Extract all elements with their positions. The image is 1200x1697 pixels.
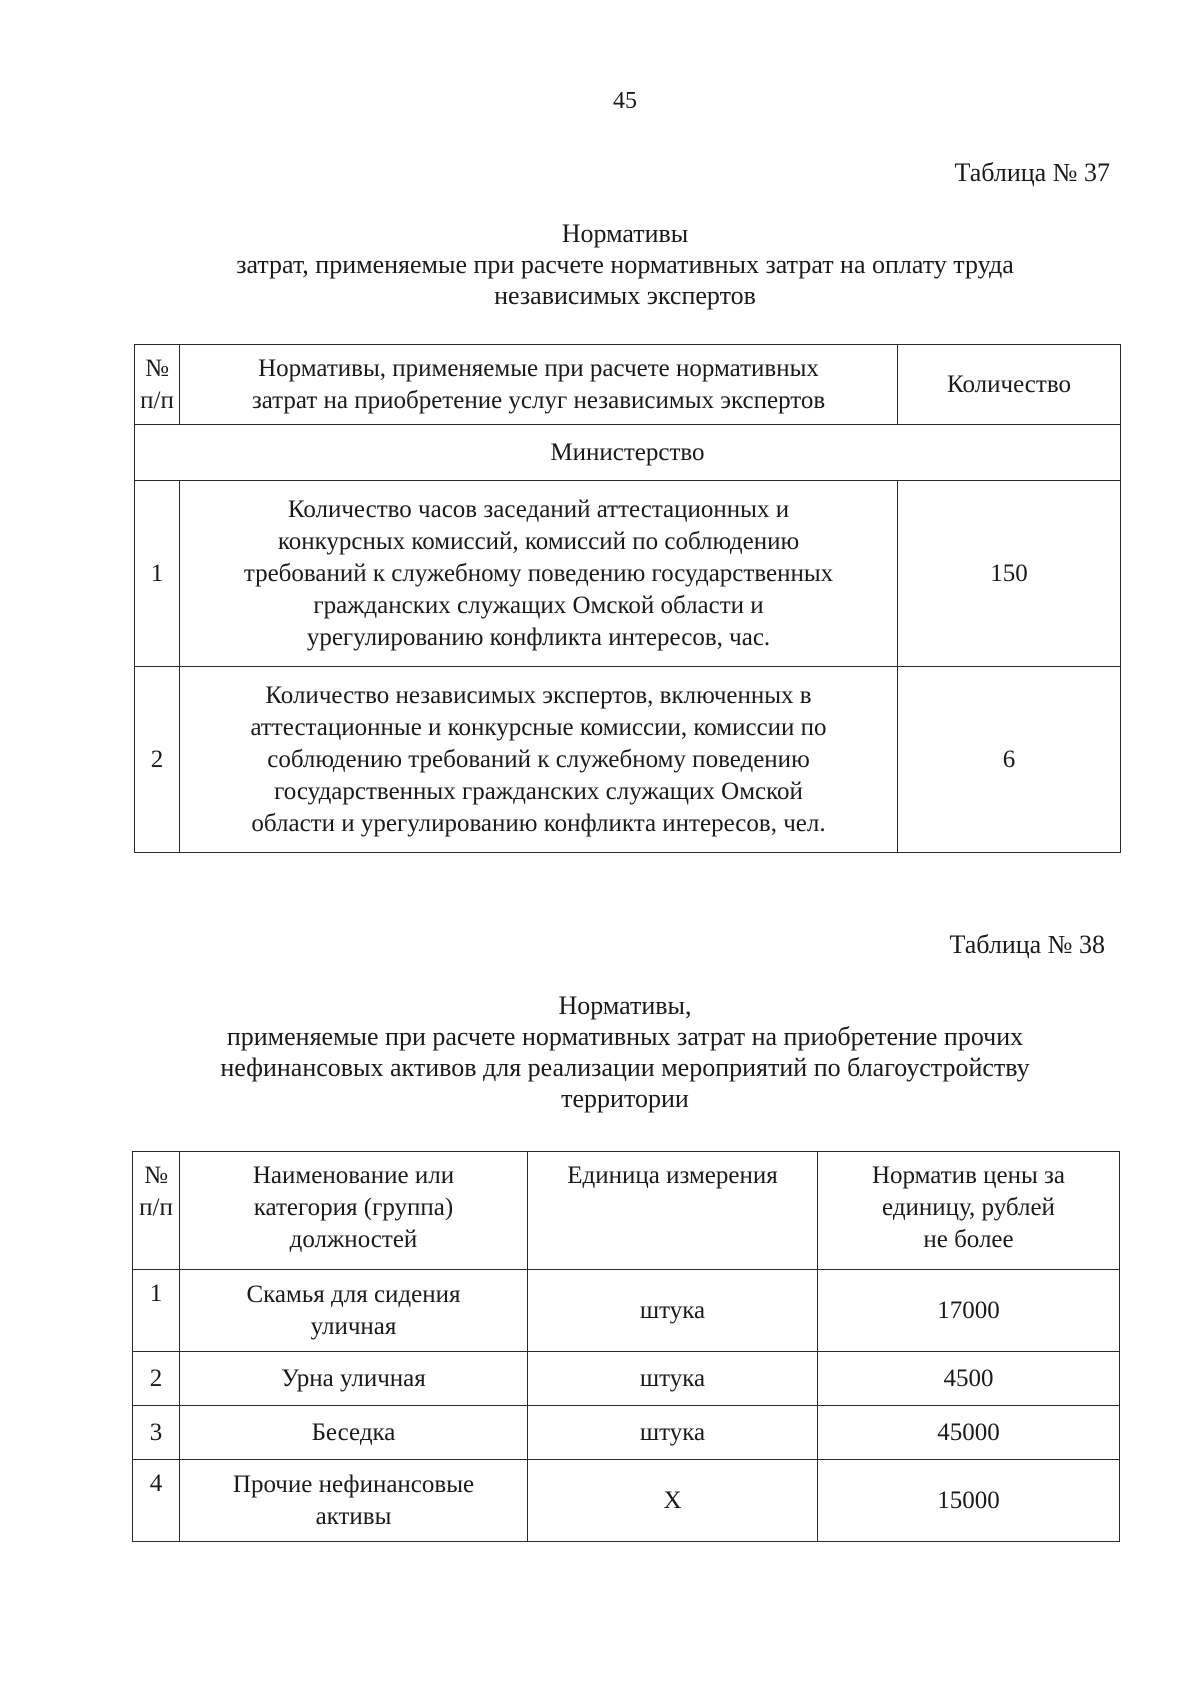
table-37 <box>134 344 1121 853</box>
row-price: 17000 <box>818 1270 1120 1352</box>
table-37-label: Таблица № 37 <box>954 158 1110 187</box>
row-quantity: 150 <box>898 481 1121 667</box>
table-38-label: Таблица № 38 <box>949 930 1105 959</box>
header-num: № п/п <box>133 1152 180 1270</box>
row-num: 2 <box>133 1352 180 1406</box>
table-38-subtitle-line1: применяемые при расчете нормативных затрат на приобретение прочих <box>226 1022 1024 1051</box>
header-norm-name: Нормативы, применяемые при расчете нормативных затрат на приобретение услуг независимых экспертов <box>180 345 898 425</box>
table-37-heading <box>0 218 1200 311</box>
table-row <box>133 1460 1120 1542</box>
table-38-subtitle-line3: территории <box>561 1084 689 1113</box>
header-quantity: Количество <box>898 345 1121 425</box>
row-unit: штука <box>528 1406 818 1460</box>
row-unit: штука <box>528 1270 818 1352</box>
row-item-name: Скамья для сидения уличная <box>180 1270 528 1352</box>
table-37-subtitle-line1: затрат, применяемые при расчете нормативных затрат на оплату труда <box>236 250 1014 279</box>
row-num: 2 <box>135 667 180 853</box>
row-norm-name: Количество часов заседаний аттестационных и конкурсных комиссий, комиссий по соблюдению требований к служебному поведению государственных гражданских служащих Омской области и урегулированию конфликта интересов, час. <box>180 481 898 667</box>
header-price: Норматив цены за единицу, рублей не более <box>818 1152 1120 1270</box>
table-37-title: Нормативы <box>561 219 689 248</box>
row-num: 1 <box>133 1270 180 1352</box>
table-38-title: Нормативы, <box>558 991 692 1020</box>
table-row <box>133 1406 1120 1460</box>
row-price: 15000 <box>818 1460 1120 1542</box>
table-38-subtitle-line2: нефинансовых активов для реализации мероприятий по благоустройству <box>220 1053 1030 1082</box>
row-num: 1 <box>135 481 180 667</box>
row-price: 4500 <box>818 1352 1120 1406</box>
table-38-heading <box>0 990 1200 1114</box>
table-38-header-row <box>133 1152 1120 1270</box>
table-37-section-row <box>135 425 1121 481</box>
header-num: № п/п <box>135 345 180 425</box>
table-37-subtitle-line2: независимых экспертов <box>494 281 756 310</box>
table-row <box>135 667 1121 853</box>
row-num: 4 <box>133 1460 180 1542</box>
table-row <box>133 1270 1120 1352</box>
row-item-name: Урна уличная <box>180 1352 528 1406</box>
row-num: 3 <box>133 1406 180 1460</box>
section-ministry: Министерство <box>135 425 1121 481</box>
header-unit: Единица измерения <box>528 1152 818 1270</box>
page-number: 45 <box>613 88 637 114</box>
table-37-header-row <box>135 345 1121 425</box>
table-row <box>135 481 1121 667</box>
table-38 <box>132 1151 1120 1542</box>
row-item-name: Беседка <box>180 1406 528 1460</box>
row-unit: Х <box>528 1460 818 1542</box>
row-unit: штука <box>528 1352 818 1406</box>
table-row <box>133 1352 1120 1406</box>
header-item-name: Наименование или категория (группа) должностей <box>180 1152 528 1270</box>
row-item-name: Прочие нефинансовые активы <box>180 1460 528 1542</box>
row-price: 45000 <box>818 1406 1120 1460</box>
row-quantity: 6 <box>898 667 1121 853</box>
row-norm-name: Количество независимых экспертов, включенных в аттестационные и конкурсные комиссии, комиссии по соблюдению требований к служебному поведению государственных гражданских служащих Омской области и урегулированию конфликта интересов, чел. <box>180 667 898 853</box>
